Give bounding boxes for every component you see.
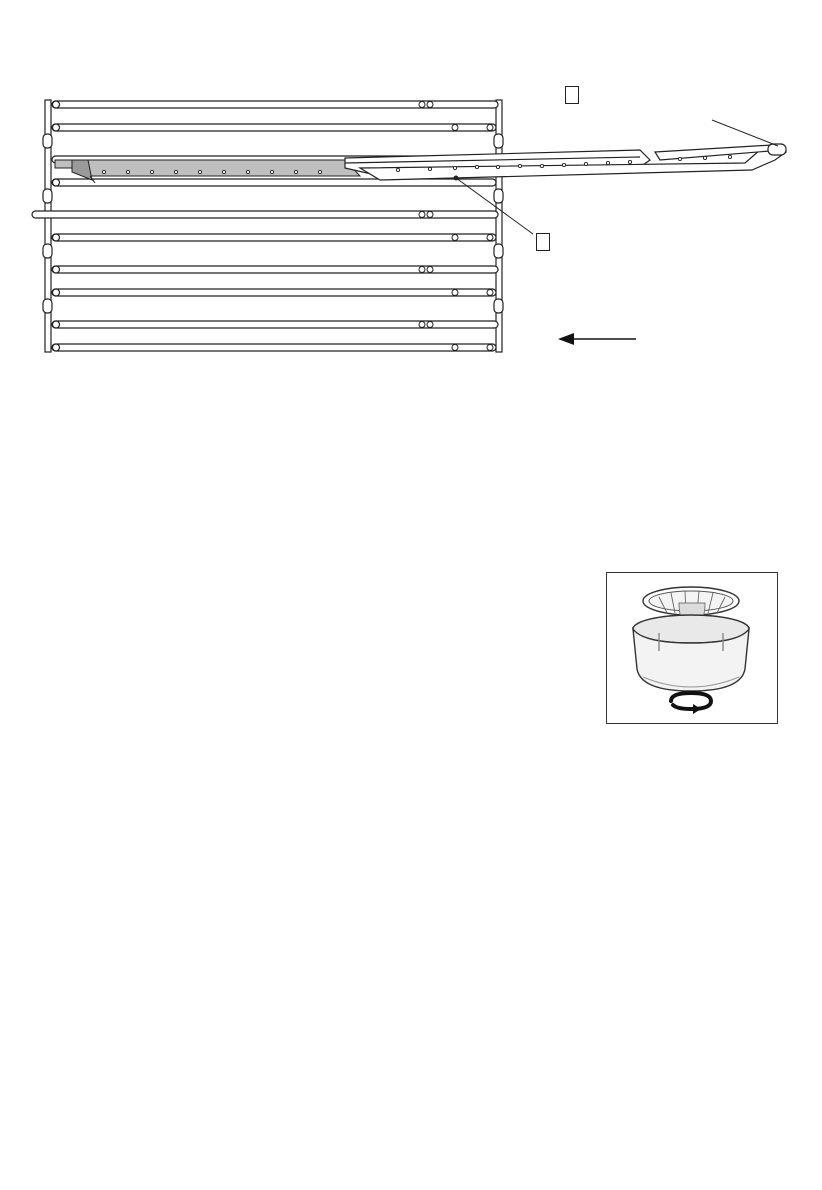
rotate-arrow-icon [671, 693, 711, 714]
oven-rack-illustration [0, 0, 822, 380]
rack-rail [52, 124, 496, 131]
rack-rail [52, 289, 496, 296]
shelf-tray [55, 160, 360, 176]
rack-rail [52, 344, 496, 351]
arrow-left-icon [558, 333, 636, 345]
telescopic-runner [345, 144, 786, 180]
lamp-cover-figure [606, 572, 778, 724]
rack-rail [52, 179, 496, 186]
rack-rail [52, 234, 496, 241]
callout-label-top [565, 86, 579, 104]
callout-label-middle [536, 233, 550, 251]
lamp-cover-illustration [607, 573, 776, 722]
